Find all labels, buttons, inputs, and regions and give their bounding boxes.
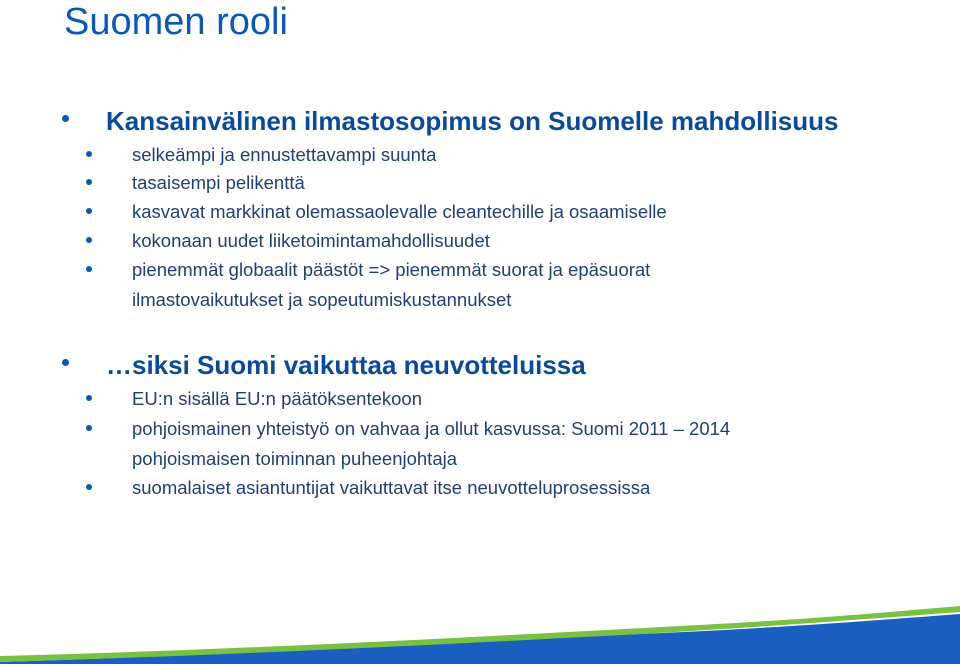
list-item xyxy=(132,228,490,254)
list-item-text: pohjoismaisen toiminnan puheenjohtaja xyxy=(132,448,458,469)
list-item-text: suomalaiset asiantuntijat vaikuttavat itse neuvotteluprosessissa xyxy=(132,477,651,498)
list-item-continuation xyxy=(132,446,457,472)
list-item xyxy=(132,142,436,168)
bullet-dot-icon xyxy=(86,484,92,490)
section2-heading-text: …siksi Suomi vaikuttaa neuvotteluissa xyxy=(106,350,586,380)
list-item-text: selkeämpi ja ennustettavampi suunta xyxy=(132,144,437,165)
section1-heading xyxy=(106,105,839,137)
list-item-text: ilmastovaikutukset ja sopeutumiskustannukset xyxy=(132,289,512,310)
bullet-dot-icon xyxy=(86,179,92,185)
list-item xyxy=(132,257,650,283)
section1-heading-text: Kansainvälinen ilmastosopimus on Suomelle mahdollisuus xyxy=(106,106,839,136)
bullet-dot-icon xyxy=(86,237,92,243)
list-item-text: tasaisempi pelikenttä xyxy=(132,172,305,193)
list-item xyxy=(132,416,730,442)
list-item-text: kokonaan uudet liiketoimintamahdollisuudet xyxy=(132,230,490,251)
decorative-wave xyxy=(0,604,960,664)
list-item-continuation xyxy=(132,287,511,313)
list-item xyxy=(132,475,650,501)
bullet-dot-icon xyxy=(62,359,69,366)
bullet-dot-icon xyxy=(62,115,69,122)
list-item xyxy=(132,170,305,196)
bullet-dot-icon xyxy=(86,151,92,157)
list-item xyxy=(132,386,422,412)
list-item xyxy=(132,199,667,225)
list-item-text: kasvavat markkinat olemassaolevalle cleantechille ja osaamiselle xyxy=(132,201,667,222)
list-item-text: pohjoismainen yhteistyö on vahvaa ja ollut kasvussa: Suomi 2011 – 2014 xyxy=(132,418,731,439)
slide-title: Suomen rooli xyxy=(64,1,288,43)
section2-heading xyxy=(106,349,586,381)
bullet-dot-icon xyxy=(86,395,92,401)
bullet-dot-icon xyxy=(86,266,92,272)
bullet-dot-icon xyxy=(86,425,92,431)
list-item-text: pienemmät globaalit päästöt => pienemmät suorat ja epäsuorat xyxy=(132,259,651,280)
bullet-dot-icon xyxy=(86,208,92,214)
list-item-text: EU:n sisällä EU:n päätöksentekoon xyxy=(132,388,423,409)
